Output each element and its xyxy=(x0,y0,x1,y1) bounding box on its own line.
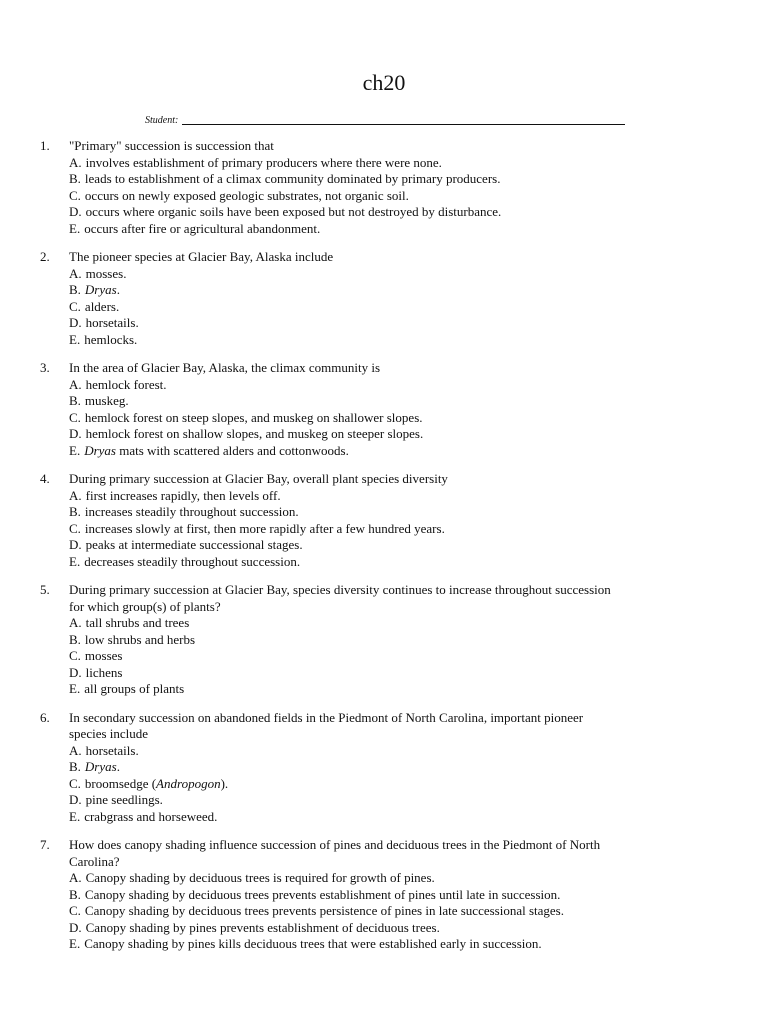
option-italic-text: Dryas xyxy=(84,282,117,297)
option-text: increases slowly at first, then more rapidly after a few hundred years. xyxy=(84,520,445,536)
answer-option xyxy=(69,299,730,316)
option-text: low shrubs and herbs xyxy=(84,631,196,647)
answer-option xyxy=(69,792,730,809)
student-name-line xyxy=(182,114,625,125)
answer-option xyxy=(69,410,730,427)
option-letter: A. xyxy=(69,870,82,885)
option-text: horsetails. xyxy=(85,315,139,330)
option-text: alders. xyxy=(84,298,120,314)
answer-option xyxy=(69,537,730,554)
option-text: increases steadily throughout succession. xyxy=(84,504,299,519)
option-italic-text: Andropogon xyxy=(156,775,221,791)
option-letter: E. xyxy=(69,808,81,824)
answer-option xyxy=(69,443,730,460)
document-title: ch20 xyxy=(362,70,406,95)
option-letter: E. xyxy=(69,681,81,696)
option-letter: A. xyxy=(69,154,82,170)
question-number: 5. xyxy=(40,582,50,597)
question-stem-line: During primary succession at Glacier Bay, species diversity continues to increase throughout succession xyxy=(69,582,611,597)
option-letter: B. xyxy=(69,171,81,186)
option-letter: C. xyxy=(69,775,81,791)
question-stem: During primary succession at Glacier Bay, overall plant species diversity xyxy=(69,471,448,486)
student-label: Student: xyxy=(145,115,179,126)
answer-option xyxy=(69,776,730,793)
option-text: hemlock forest. xyxy=(85,376,167,392)
answer-option xyxy=(69,332,730,349)
option-letter: C. xyxy=(69,648,81,663)
option-text: horsetails. xyxy=(85,742,139,758)
option-text: hemlocks. xyxy=(84,331,138,347)
question-number: 4. xyxy=(40,471,50,486)
question-7 xyxy=(40,837,730,953)
option-text: lichens xyxy=(85,664,123,680)
answer-option xyxy=(69,188,730,205)
answer-options xyxy=(69,743,730,826)
option-text: mosses xyxy=(84,648,123,663)
answer-option xyxy=(69,155,730,172)
student-name-row xyxy=(145,111,625,127)
option-letter: C. xyxy=(69,187,81,203)
question-4 xyxy=(40,471,730,570)
option-letter: E. xyxy=(69,442,81,458)
answer-option xyxy=(69,204,730,221)
question-stem-line: How does canopy shading influence succession of pines and deciduous trees in the Piedmont of North xyxy=(69,837,601,852)
answer-option xyxy=(69,504,730,521)
option-text: decreases steadily throughout succession. xyxy=(84,553,301,569)
question-number: 7. xyxy=(40,837,50,852)
option-text: occurs on newly exposed geologic substrates, not organic soil. xyxy=(84,187,409,203)
option-text: Canopy shading by deciduous trees prevents establishment of pines until late in succession. xyxy=(84,886,561,902)
answer-option xyxy=(69,665,730,682)
question-stem: In the area of Glacier Bay, Alaska, the climax community is xyxy=(69,360,381,375)
question-stem-line: Carolina? xyxy=(69,853,120,869)
question-5 xyxy=(40,582,730,698)
answer-option xyxy=(69,282,730,299)
answer-options xyxy=(69,266,730,349)
option-text: leads to establishment of a climax community dominated by primary producers. xyxy=(84,171,501,186)
answer-option xyxy=(69,743,730,760)
answer-options xyxy=(69,870,730,953)
answer-options xyxy=(69,488,730,571)
answer-option xyxy=(69,887,730,904)
option-text: hemlock forest on shallow slopes, and muskeg on steeper slopes. xyxy=(85,426,424,441)
answer-option xyxy=(69,488,730,505)
question-3 xyxy=(40,360,730,459)
option-text: mats with scattered alders and cottonwoods. xyxy=(115,442,349,458)
option-italic-text: Dryas xyxy=(84,759,117,774)
option-letter: D. xyxy=(69,315,82,330)
option-text: . xyxy=(116,282,120,297)
answer-option xyxy=(69,554,730,571)
answer-option xyxy=(69,521,730,538)
option-letter: C. xyxy=(69,409,81,425)
option-text: peaks at intermediate successional stages. xyxy=(85,537,303,552)
option-text: all groups of plants xyxy=(84,681,185,696)
answer-option xyxy=(69,171,730,188)
option-letter: D. xyxy=(69,792,82,807)
question-1 xyxy=(40,138,730,237)
option-letter: D. xyxy=(69,664,82,680)
option-text: Canopy shading by deciduous trees is required for growth of pines. xyxy=(85,870,435,885)
option-letter: E. xyxy=(69,553,81,569)
option-letter: C. xyxy=(69,903,81,918)
option-letter: A. xyxy=(69,615,82,630)
answer-option xyxy=(69,809,730,826)
option-letter: A. xyxy=(69,487,82,503)
option-letter: E. xyxy=(69,331,81,347)
answer-option xyxy=(69,393,730,410)
option-text: . xyxy=(116,759,120,774)
answer-options xyxy=(69,377,730,460)
option-text: hemlock forest on steep slopes, and muskeg on shallower slopes. xyxy=(84,409,423,425)
question-stem-line: species include xyxy=(69,726,149,741)
option-letter: D. xyxy=(69,426,82,441)
answer-option xyxy=(69,903,730,920)
option-letter: B. xyxy=(69,504,81,519)
question-stem-line: In secondary succession on abandoned fields in the Piedmont of North Carolina, important pioneer xyxy=(69,709,584,725)
option-text: involves establishment of primary producers where there were none. xyxy=(85,154,442,170)
option-letter: D. xyxy=(69,204,82,219)
answer-option xyxy=(69,870,730,887)
question-stem-line: for which group(s) of plants? xyxy=(69,598,221,614)
option-letter: A. xyxy=(69,376,82,392)
question-number: 1. xyxy=(40,138,50,153)
question-stem: "Primary" succession is succession that xyxy=(69,138,274,153)
question-stem: The pioneer species at Glacier Bay, Alaska include xyxy=(69,249,334,264)
answer-option xyxy=(69,377,730,394)
option-letter: C. xyxy=(69,298,81,314)
option-letter: D. xyxy=(69,537,82,552)
question-list xyxy=(40,138,730,953)
answer-option xyxy=(69,681,730,698)
option-text-prefix: broomsedge ( xyxy=(84,775,157,791)
option-letter: B. xyxy=(69,759,81,774)
option-text: occurs after fire or agricultural abandonment. xyxy=(84,220,321,236)
option-letter: E. xyxy=(69,220,81,236)
question-6 xyxy=(40,710,730,826)
answer-options xyxy=(69,615,730,698)
option-text: muskeg. xyxy=(84,393,129,408)
option-letter: C. xyxy=(69,520,81,536)
answer-option xyxy=(69,648,730,665)
question-number: 3. xyxy=(40,360,50,375)
option-letter: B. xyxy=(69,282,81,297)
option-letter: B. xyxy=(69,886,81,902)
option-letter: B. xyxy=(69,631,81,647)
option-text: crabgrass and horseweed. xyxy=(84,808,218,824)
answer-option xyxy=(69,221,730,238)
option-letter: E. xyxy=(69,936,81,951)
answer-option xyxy=(69,936,730,953)
option-text: Canopy shading by pines kills deciduous trees that were established early in succession. xyxy=(84,936,542,951)
answer-option xyxy=(69,759,730,776)
answer-option xyxy=(69,266,730,283)
question-number: 6. xyxy=(40,709,50,725)
answer-option xyxy=(69,315,730,332)
option-text: occurs where organic soils have been exposed but not destroyed by disturbance. xyxy=(85,204,502,219)
option-letter: A. xyxy=(69,742,82,758)
option-letter: B. xyxy=(69,393,81,408)
option-text: Canopy shading by pines prevents establishment of deciduous trees. xyxy=(85,919,440,935)
option-text: Canopy shading by deciduous trees prevents persistence of pines in late successional stages. xyxy=(84,903,564,918)
answer-option xyxy=(69,426,730,443)
answer-options xyxy=(69,155,730,238)
option-italic-text: Dryas xyxy=(84,442,116,458)
answer-option xyxy=(69,920,730,937)
option-letter: A. xyxy=(69,265,82,281)
option-letter: D. xyxy=(69,919,82,935)
answer-option xyxy=(69,615,730,632)
option-text: tall shrubs and trees xyxy=(85,615,190,630)
option-text: pine seedlings. xyxy=(85,792,163,807)
option-text: ). xyxy=(220,775,229,791)
answer-option xyxy=(69,632,730,649)
question-2 xyxy=(40,249,730,348)
option-text: first increases rapidly, then levels off. xyxy=(85,487,281,503)
option-text: mosses. xyxy=(85,265,127,281)
question-number: 2. xyxy=(40,249,50,264)
